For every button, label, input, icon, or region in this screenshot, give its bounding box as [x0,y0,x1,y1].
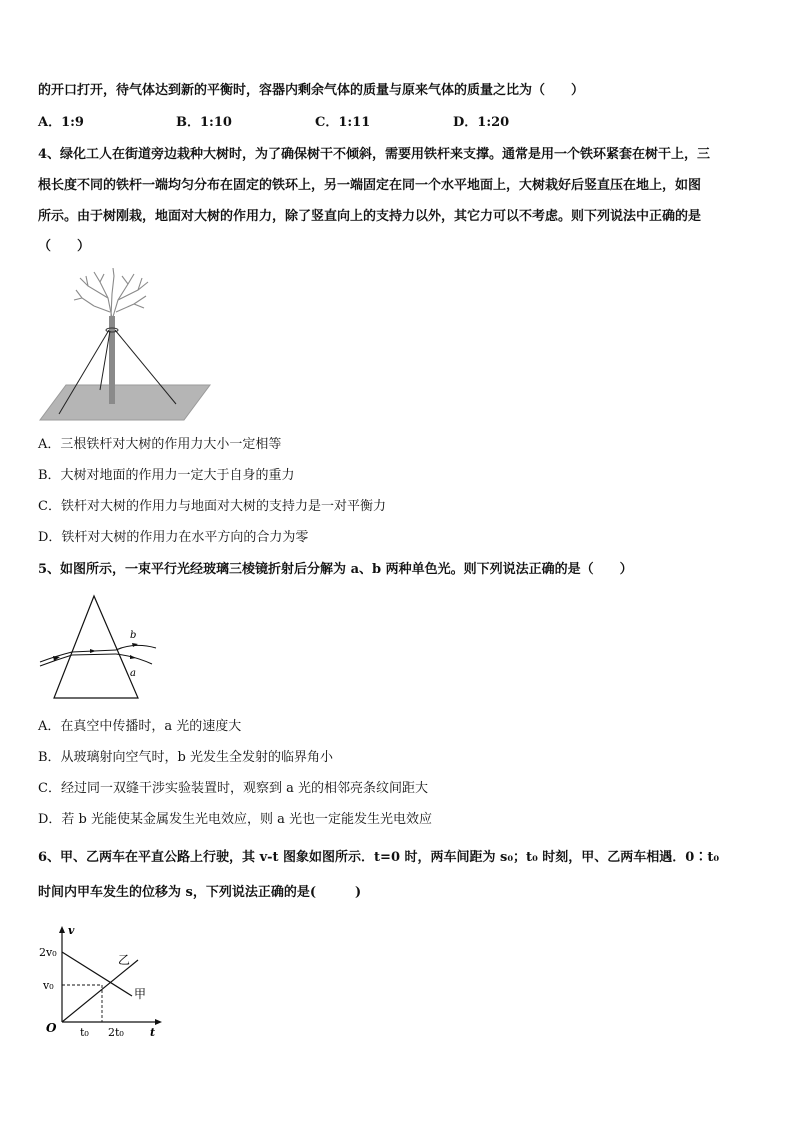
q5-stem: 5、如图所示，一束平行光经玻璃三棱镜折射后分解为 a、b 两种单色光。则下列说法正确的是（ ） [38,562,633,577]
q6-stem-line-1: 6、甲、乙两车在平直公路上行驶，其 v-t 图象如图所示．t=0 时，两车间距为 s₀；t₀ 时刻，甲、乙两车相遇．0∶t₀ [38,850,720,865]
q4-stem-line-4: （ ） [38,239,91,254]
q6-line-label-jia: 甲 [134,987,147,1001]
q4-tree-figure [38,268,216,428]
q4-stem-line-1: 4、绿化工人在街道旁边栽种大树时，为了确保树干不倾斜，需要用铁杆来支撑。通常是用一个铁环紧套在树干上，三 [38,147,711,162]
q4-option-a: A．三根铁杆对大树的作用力大小一定相等 [38,437,282,452]
q5-option-c: C．经过同一双缝干涉实验装置时，观察到 a 光的相邻亮条纹间距大 [38,781,428,796]
q4-stem-line-3: 所示。由于树刚栽，地面对大树的作用力，除了竖直向上的支持力以外，其它力可以不考虑。则下列说法中正确的是 [38,209,702,224]
q4-option-c: C．铁杆对大树的作用力与地面对大树的支持力是一对平衡力 [38,499,386,514]
q6-xtick-t0: t₀ [80,1026,89,1039]
q5-label-b: b [130,630,137,641]
q3-option-d: D．1:20 [453,115,510,130]
q6-t-axis-label: t [150,1026,156,1039]
q6-origin-label: O [46,1021,57,1035]
q6-ytick-v0: v₀ [43,979,54,992]
q6-line-label-yi: 乙 [118,953,131,967]
q6-vt-graph [38,924,168,1044]
q5-option-b: B．从玻璃射向空气时，b 光发生全发射的临界角小 [38,750,334,765]
q4-option-b: B．大树对地面的作用力一定大于自身的重力 [38,468,295,483]
q5-option-a: A．在真空中传播时，a 光的速度大 [38,719,242,734]
q6-v-axis-label: v [68,924,75,937]
q5-prism-figure [38,592,160,706]
q5-label-a: a [130,668,136,679]
q6-ytick-2v0: 2v₀ [39,946,57,959]
q3-option-b: B．1:10 [176,115,232,130]
q5-option-d: D．若 b 光能使某金属发生光电效应，则 a 光也一定能发生光电效应 [38,812,433,827]
q3-option-a: A．1:9 [38,115,84,130]
q4-stem-line-2: 根长度不同的铁杆一端均匀分布在固定的铁环上，另一端固定在同一个水平地面上，大树栽好后竖直压在地上，如图 [38,178,702,193]
q6-stem-line-2: 时间内甲车发生的位移为 s，下列说法正确的是( ) [38,885,362,900]
q4-option-d: D．铁杆对大树的作用力在水平方向的合力为零 [38,530,309,545]
q3-continuation: 的开口打开，待气体达到新的平衡时，容器内剩余气体的质量与原来气体的质量之比为（ ） [38,83,585,98]
q6-xtick-2t0: 2t₀ [108,1026,124,1039]
q3-option-c: C．1:11 [315,115,371,130]
